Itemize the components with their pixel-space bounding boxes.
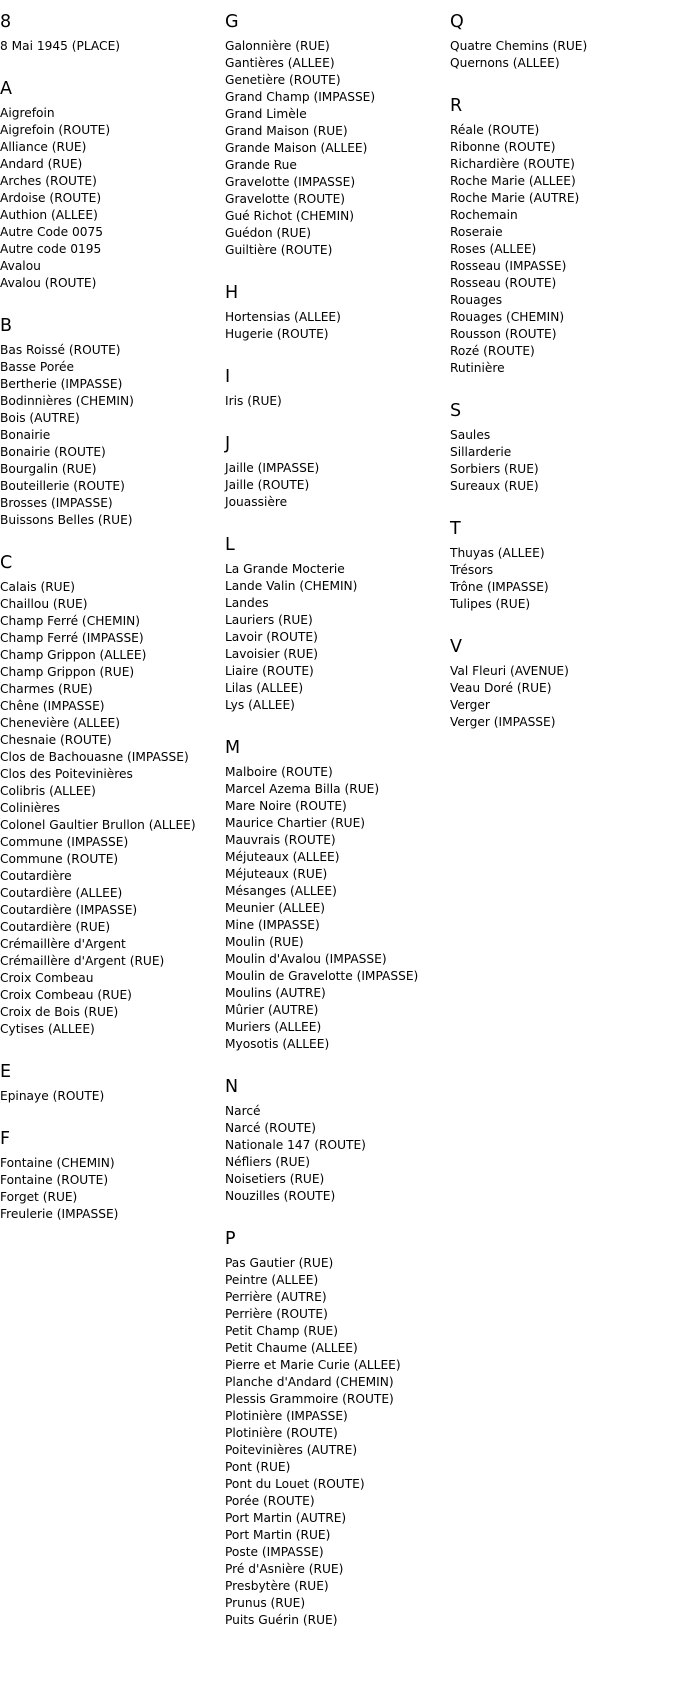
street-link[interactable]: Malboire (ROUTE) xyxy=(225,765,333,779)
letter-section xyxy=(0,314,220,529)
street-link[interactable]: Chesnaie (ROUTE) xyxy=(0,733,112,747)
street-link[interactable]: Calais (RUE) xyxy=(0,580,76,594)
street-link[interactable]: Mare Noire (ROUTE) xyxy=(225,799,347,813)
street-link[interactable]: Port Martin (RUE) xyxy=(225,1528,331,1542)
street-link[interactable]: Clos des Poitevinières xyxy=(0,767,133,781)
street-link[interactable]: Bonairie xyxy=(0,428,51,442)
street-link[interactable]: Alliance (RUE) xyxy=(0,140,87,154)
street-link[interactable]: Thuyas (ALLEE) xyxy=(450,546,545,560)
letter-heading: S xyxy=(450,401,462,421)
street-link[interactable]: Pas Gautier (RUE) xyxy=(225,1256,334,1270)
street-link[interactable]: Rozé (ROUTE) xyxy=(450,344,535,358)
street-link[interactable]: Rosseau (IMPASSE) xyxy=(450,259,567,273)
letter-section xyxy=(225,736,445,1053)
street-link[interactable]: Néfliers (RUE) xyxy=(225,1155,311,1169)
street-link[interactable]: Buissons Belles (RUE) xyxy=(0,513,133,527)
street-list xyxy=(0,1155,220,1223)
index-column-3 xyxy=(450,10,670,753)
letter-heading: E xyxy=(0,1062,12,1082)
street-link[interactable]: Bourgalin (RUE) xyxy=(0,462,97,476)
street-link[interactable]: Lavoisier (RUE) xyxy=(225,647,319,661)
street-list xyxy=(0,105,220,292)
street-link[interactable]: Mine (IMPASSE) xyxy=(225,918,320,932)
street-link[interactable]: Liaire (ROUTE) xyxy=(225,664,314,678)
street-list xyxy=(225,764,445,1053)
street-link[interactable]: Hortensias (ALLEE) xyxy=(225,310,341,324)
street-link[interactable]: Ardoise (ROUTE) xyxy=(0,191,102,205)
letter-heading: Q xyxy=(450,12,464,32)
street-link[interactable]: Commune (IMPASSE) xyxy=(0,835,129,849)
street-link[interactable]: Quernons (ALLEE) xyxy=(450,56,560,70)
street-link[interactable]: Perrière (AUTRE) xyxy=(225,1290,327,1304)
street-link[interactable]: Genetière (ROUTE) xyxy=(225,73,341,87)
street-link[interactable]: Guédon (RUE) xyxy=(225,226,312,240)
street-link[interactable]: Landes xyxy=(225,596,269,610)
street-link[interactable]: Iris (RUE) xyxy=(225,394,282,408)
street-link[interactable]: Jaille (ROUTE) xyxy=(225,478,310,492)
street-list xyxy=(225,1103,445,1205)
street-link[interactable]: Presbytère (RUE) xyxy=(225,1579,329,1593)
street-link[interactable]: Plotinière (IMPASSE) xyxy=(225,1409,348,1423)
street-link[interactable]: Croix Combeau (RUE) xyxy=(0,988,132,1002)
street-link[interactable]: Petit Champ (RUE) xyxy=(225,1324,339,1338)
street-link[interactable]: Sureaux (RUE) xyxy=(450,479,539,493)
letter-heading: M xyxy=(225,738,241,758)
street-list xyxy=(0,1088,220,1105)
letter-section xyxy=(0,77,220,292)
street-link[interactable]: Lande Valin (CHEMIN) xyxy=(225,579,358,593)
street-link[interactable]: Clos de Bachouasne (IMPASSE) xyxy=(0,750,189,764)
letter-section xyxy=(225,533,445,714)
street-list xyxy=(0,342,220,529)
letter-heading: I xyxy=(225,367,231,387)
letter-heading: P xyxy=(225,1229,236,1249)
street-list xyxy=(450,663,670,731)
letter-section xyxy=(0,1060,220,1105)
street-link[interactable]: Val Fleuri (AVENUE) xyxy=(450,664,569,678)
street-list xyxy=(225,393,445,410)
street-link[interactable]: Croix de Bois (RUE) xyxy=(0,1005,119,1019)
street-link[interactable]: La Grande Mocterie xyxy=(225,562,345,576)
letter-section xyxy=(450,399,670,495)
street-link[interactable]: Gravelotte (ROUTE) xyxy=(225,192,346,206)
street-link[interactable]: Grand Champ (IMPASSE) xyxy=(225,90,376,104)
street-link[interactable]: Colinières xyxy=(0,801,60,815)
letter-heading: N xyxy=(225,1077,239,1097)
street-link[interactable]: Sillarderie xyxy=(450,445,512,459)
street-link[interactable]: Chenevière (ALLEE) xyxy=(0,716,120,730)
street-link[interactable]: Lauriers (RUE) xyxy=(225,613,313,627)
letter-heading: 8 xyxy=(0,12,12,32)
street-link[interactable]: Gué Richot (CHEMIN) xyxy=(225,209,355,223)
street-link[interactable]: Ribonne (ROUTE) xyxy=(450,140,556,154)
street-link[interactable]: Grande Maison (ALLEE) xyxy=(225,141,368,155)
street-link[interactable]: Croix Combeau xyxy=(0,971,94,985)
letter-heading: C xyxy=(0,553,13,573)
street-list xyxy=(450,545,670,613)
street-link[interactable]: Cytises (ALLEE) xyxy=(0,1022,95,1036)
street-link[interactable]: Moulin (RUE) xyxy=(225,935,304,949)
street-link[interactable]: Coutardière (RUE) xyxy=(0,920,111,934)
street-link[interactable]: Roses (ALLEE) xyxy=(450,242,537,256)
street-link[interactable]: Bois (AUTRE) xyxy=(0,411,80,425)
street-link[interactable]: Grand Maison (RUE) xyxy=(225,124,348,138)
street-link[interactable]: Noisetiers (RUE) xyxy=(225,1172,325,1186)
letter-section xyxy=(450,635,670,731)
street-link[interactable]: Petit Chaume (ALLEE) xyxy=(225,1341,358,1355)
street-link[interactable]: Mauvrais (ROUTE) xyxy=(225,833,336,847)
street-link[interactable]: Gantières (ALLEE) xyxy=(225,56,335,70)
street-link[interactable]: Muriers (ALLEE) xyxy=(225,1020,322,1034)
street-link[interactable]: Moulins (AUTRE) xyxy=(225,986,326,1000)
street-link[interactable]: Galonnière (RUE) xyxy=(225,39,330,53)
letter-heading: F xyxy=(0,1129,11,1149)
index-column-2 xyxy=(225,10,445,1651)
street-link[interactable]: Grand Limèle xyxy=(225,107,307,121)
street-link[interactable]: Jaille (IMPASSE) xyxy=(225,461,320,475)
street-list xyxy=(450,122,670,377)
street-link[interactable]: Puits Guérin (RUE) xyxy=(225,1613,338,1627)
street-link[interactable]: Grande Rue xyxy=(225,158,297,172)
letter-heading: G xyxy=(225,12,239,32)
street-link[interactable]: Jouassière xyxy=(225,495,288,509)
street-link[interactable]: Verger (IMPASSE) xyxy=(450,715,556,729)
street-link[interactable]: Myosotis (ALLEE) xyxy=(225,1037,330,1051)
street-link[interactable]: Pont (RUE) xyxy=(225,1460,291,1474)
letter-section xyxy=(225,281,445,343)
street-list xyxy=(225,38,445,259)
street-link[interactable]: Peintre (ALLEE) xyxy=(225,1273,319,1287)
letter-section xyxy=(225,1227,445,1629)
street-link[interactable]: Veau Doré (RUE) xyxy=(450,681,552,695)
street-link[interactable]: Roche Marie (AUTRE) xyxy=(450,191,580,205)
street-link[interactable]: Marcel Azema Billa (RUE) xyxy=(225,782,380,796)
street-link[interactable]: Réale (ROUTE) xyxy=(450,123,540,137)
street-link[interactable]: Méjuteaux (RUE) xyxy=(225,867,328,881)
street-link[interactable]: Rousson (ROUTE) xyxy=(450,327,557,341)
street-link[interactable]: Trésors xyxy=(450,563,494,577)
street-link[interactable]: Hugerie (ROUTE) xyxy=(225,327,329,341)
letter-section xyxy=(450,94,670,377)
street-link[interactable]: Champ Grippon (ALLEE) xyxy=(0,648,147,662)
letter-section xyxy=(450,10,670,72)
street-link[interactable]: Coutardière xyxy=(0,869,72,883)
letter-section xyxy=(225,10,445,259)
street-link[interactable]: Bodinnières (CHEMIN) xyxy=(0,394,134,408)
street-link[interactable]: Port Martin (AUTRE) xyxy=(225,1511,347,1525)
street-list xyxy=(225,561,445,714)
letter-heading: L xyxy=(225,535,235,555)
letter-heading: J xyxy=(225,434,231,454)
street-link[interactable]: Pré d'Asnière (RUE) xyxy=(225,1562,344,1576)
letter-section xyxy=(225,365,445,410)
street-list xyxy=(450,38,670,72)
street-link[interactable]: Moulin d'Avalou (IMPASSE) xyxy=(225,952,387,966)
street-link[interactable]: Pierre et Marie Curie (ALLEE) xyxy=(225,1358,401,1372)
street-link[interactable]: Porée (ROUTE) xyxy=(225,1494,315,1508)
street-link[interactable]: Colonel Gaultier Brullon (ALLEE) xyxy=(0,818,196,832)
letter-section xyxy=(225,432,445,511)
street-link[interactable]: Crémaillère d'Argent xyxy=(0,937,126,951)
street-link[interactable]: Forget (RUE) xyxy=(0,1190,78,1204)
letter-section xyxy=(225,1075,445,1205)
street-link[interactable]: Mûrier (AUTRE) xyxy=(225,1003,319,1017)
street-link[interactable]: Lys (ALLEE) xyxy=(225,698,295,712)
street-link[interactable]: Chêne (IMPASSE) xyxy=(0,699,105,713)
street-link[interactable]: Rosseau (ROUTE) xyxy=(450,276,557,290)
street-link[interactable]: Champ Ferré (IMPASSE) xyxy=(0,631,144,645)
street-link[interactable]: Coutardière (IMPASSE) xyxy=(0,903,138,917)
street-link[interactable]: Arches (ROUTE) xyxy=(0,174,97,188)
street-link[interactable]: Fontaine (ROUTE) xyxy=(0,1173,109,1187)
street-link[interactable]: Maurice Chartier (RUE) xyxy=(225,816,366,830)
street-link[interactable]: Bouteillerie (ROUTE) xyxy=(0,479,125,493)
street-link[interactable]: Saules xyxy=(450,428,491,442)
street-link[interactable]: Andard (RUE) xyxy=(0,157,83,171)
street-link[interactable]: Authion (ALLEE) xyxy=(0,208,98,222)
street-link[interactable]: Nouzilles (ROUTE) xyxy=(225,1189,336,1203)
street-link[interactable]: Freulerie (IMPASSE) xyxy=(0,1207,119,1221)
street-link[interactable]: Narcé xyxy=(225,1104,261,1118)
street-link[interactable]: Lavoir (ROUTE) xyxy=(225,630,318,644)
street-link[interactable]: Autre code 0195 xyxy=(0,242,102,256)
street-link[interactable]: Pont du Louet (ROUTE) xyxy=(225,1477,365,1491)
letter-section xyxy=(0,10,220,55)
letter-heading: A xyxy=(0,79,12,99)
letter-section xyxy=(0,551,220,1038)
street-link[interactable]: Lilas (ALLEE) xyxy=(225,681,304,695)
street-link[interactable]: Aigrefoin xyxy=(0,106,55,120)
letter-heading: V xyxy=(450,637,462,657)
letter-section xyxy=(450,517,670,613)
street-link[interactable]: Gravelotte (IMPASSE) xyxy=(225,175,356,189)
street-link[interactable]: Perrière (ROUTE) xyxy=(225,1307,328,1321)
street-link[interactable]: Plessis Grammoire (ROUTE) xyxy=(225,1392,394,1406)
street-link[interactable]: Poste (IMPASSE) xyxy=(225,1545,324,1559)
street-link[interactable]: Meunier (ALLEE) xyxy=(225,901,326,915)
street-link[interactable]: Rouages (CHEMIN) xyxy=(450,310,565,324)
street-link[interactable]: Bertherie (IMPASSE) xyxy=(0,377,123,391)
street-link[interactable]: Champ Ferré (CHEMIN) xyxy=(0,614,141,628)
street-link[interactable]: Méjuteaux (ALLEE) xyxy=(225,850,340,864)
street-link[interactable]: Champ Grippon (RUE) xyxy=(0,665,135,679)
street-link[interactable]: Commune (ROUTE) xyxy=(0,852,119,866)
letter-heading: H xyxy=(225,283,239,303)
street-link[interactable]: Trône (IMPASSE) xyxy=(450,580,549,594)
street-link[interactable]: Tulipes (RUE) xyxy=(450,597,531,611)
street-link[interactable]: Plotinière (ROUTE) xyxy=(225,1426,338,1440)
street-link[interactable]: 8 Mai 1945 (PLACE) xyxy=(0,39,121,53)
street-link[interactable]: Bonairie (ROUTE) xyxy=(0,445,106,459)
street-link[interactable]: Avalou (ROUTE) xyxy=(0,276,97,290)
street-link[interactable]: Autre Code 0075 xyxy=(0,225,104,239)
street-link[interactable]: Rouages xyxy=(450,293,503,307)
street-link[interactable]: Aigrefoin (ROUTE) xyxy=(0,123,111,137)
street-link[interactable]: Colibris (ALLEE) xyxy=(0,784,96,798)
street-link[interactable]: Coutardière (ALLEE) xyxy=(0,886,123,900)
street-link[interactable]: Rutinière xyxy=(450,361,505,375)
street-link[interactable]: Bas Roissé (ROUTE) xyxy=(0,343,121,357)
letter-heading: B xyxy=(0,316,13,336)
street-link[interactable]: Mésanges (ALLEE) xyxy=(225,884,337,898)
street-link[interactable]: Planche d'Andard (CHEMIN) xyxy=(225,1375,394,1389)
letter-heading: T xyxy=(450,519,461,539)
street-list xyxy=(0,579,220,1038)
street-link[interactable]: Roche Marie (ALLEE) xyxy=(450,174,576,188)
street-link[interactable]: Charmes (RUE) xyxy=(0,682,93,696)
street-link[interactable]: Brosses (IMPASSE) xyxy=(0,496,113,510)
street-link[interactable]: Crémaillère d'Argent (RUE) xyxy=(0,954,165,968)
street-link[interactable]: Chaillou (RUE) xyxy=(0,597,88,611)
street-link[interactable]: Moulin de Gravelotte (IMPASSE) xyxy=(225,969,419,983)
street-list xyxy=(450,427,670,495)
street-list xyxy=(225,309,445,343)
street-link[interactable]: Rochemain xyxy=(450,208,518,222)
letter-section xyxy=(0,1127,220,1223)
street-link[interactable]: Basse Porée xyxy=(0,360,75,374)
street-link[interactable]: Epinaye (ROUTE) xyxy=(0,1089,105,1103)
street-link[interactable]: Roseraie xyxy=(450,225,503,239)
street-link[interactable]: Narcé (ROUTE) xyxy=(225,1121,317,1135)
street-list xyxy=(225,460,445,511)
street-link[interactable]: Verger xyxy=(450,698,490,712)
street-link[interactable]: Prunus (RUE) xyxy=(225,1596,306,1610)
street-link[interactable]: Avalou xyxy=(0,259,41,273)
street-link[interactable]: Poitevinières (AUTRE) xyxy=(225,1443,358,1457)
street-link[interactable]: Fontaine (CHEMIN) xyxy=(0,1156,115,1170)
street-link[interactable]: Quatre Chemins (RUE) xyxy=(450,39,588,53)
street-link[interactable]: Guiltière (ROUTE) xyxy=(225,243,333,257)
street-list xyxy=(0,38,220,55)
street-link[interactable]: Sorbiers (RUE) xyxy=(450,462,539,476)
street-link[interactable]: Richardière (ROUTE) xyxy=(450,157,575,171)
street-link[interactable]: Nationale 147 (ROUTE) xyxy=(225,1138,366,1152)
street-list xyxy=(225,1255,445,1629)
index-column-1 xyxy=(0,10,220,1245)
letter-heading: R xyxy=(450,96,463,116)
